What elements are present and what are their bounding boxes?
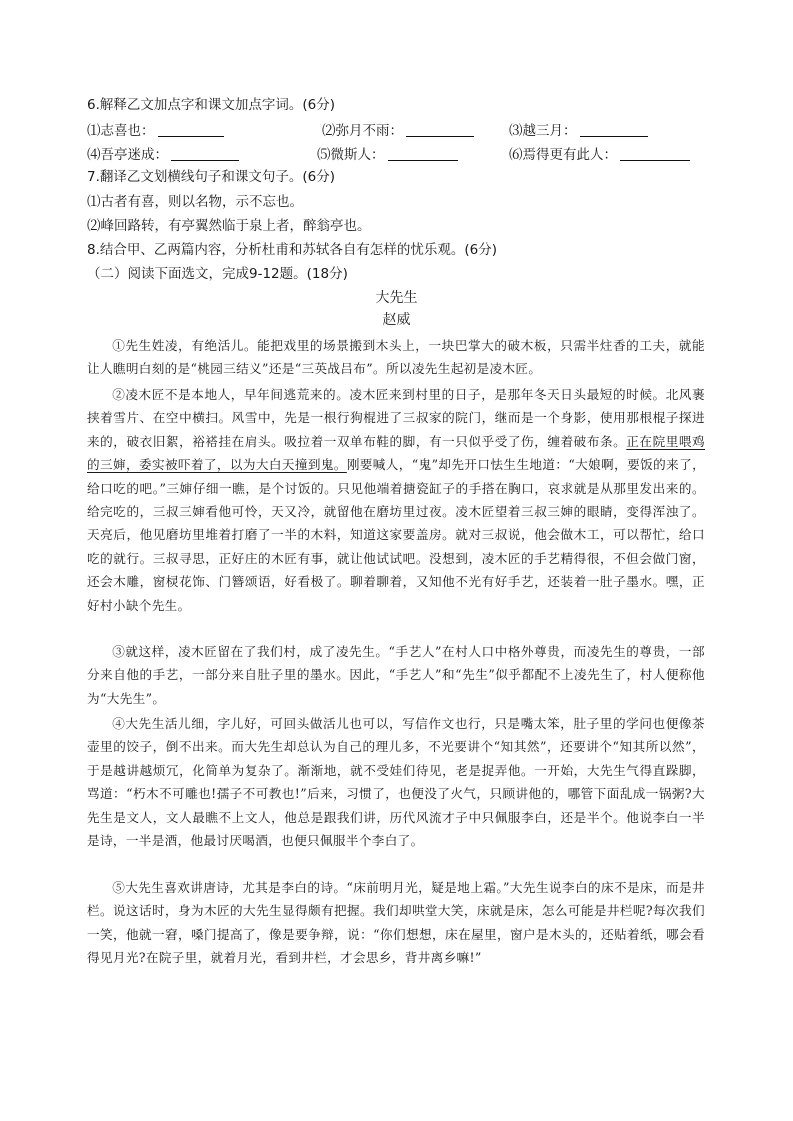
q6-item-5: ⑸微斯人： <box>317 145 458 165</box>
answer-blank[interactable] <box>620 146 690 161</box>
q6-item-2: ⑵弥月不雨： <box>322 121 474 141</box>
underlined-sentence: 正在院里喂鸡的三婶，委实被吓着了，以为大白天撞到鬼。 <box>87 433 705 473</box>
answer-blank[interactable] <box>406 122 474 137</box>
q6-item-1: ⑴志喜也： <box>87 121 224 141</box>
answer-blank[interactable] <box>158 122 224 137</box>
question-7-title: 7.翻译乙文划横线句子和课文句子。(6分) <box>87 169 336 185</box>
question-8-title: 8.结合甲、乙两篇内容，分析杜甫和苏轼各自有怎样的忧乐观。(6分) <box>87 242 498 258</box>
question-7-sentence-1: ⑴古者有喜，则以名物，示不忘也。 <box>87 194 303 210</box>
answer-blank[interactable] <box>580 122 648 137</box>
article-title: 大先生 <box>375 290 418 306</box>
article-paragraph-2 <box>87 383 705 617</box>
article-paragraph-1: ①先生姓凌，有绝活儿。能把戏里的场景搬到木头上，一块巴掌大的破木板，只需半炷香的工夫，就能让人瞧明白刻的是“桃园三结义”还是“三英战吕布”。所以凌先生起初是凌木匠。 <box>87 338 705 377</box>
answer-blank[interactable] <box>171 146 239 161</box>
paragraph-2-text-end: 刚要喊人，“鬼”却先开口怯生生地道：“大娘啊，要饭的来了，给口吃的吧。”三婶仔细一瞧，是个讨饭的。只见他端着搪瓷缸子的手搭在胸口，哀求就是从那里发出来的。给完吃的，三叔三婶看他可怜，天又冷，就留他在磨坊里过夜。凌木匠望着三叔三婶的眼睛，变得浑浊了。天亮后，他见磨坊里堆着打磨了一半的木料，知道这家要盖房。就对三叔说，他会做木工，可以帮忙，给口吃的就行。三叔寻思，正好庄的木匠有事，就让他试试吧。没想到，凌木匠的手艺精得很，不但会做门窗，还会木雕，窗棂花饰、门簪颂语，好看极了。聊着聊着，又知他不光有好手艺，还装着一肚子墨水。嘿，正好村小缺个先生。 <box>87 457 706 613</box>
q6-item-4: ⑷吾亭迷成： <box>87 145 239 165</box>
article-paragraph-5: ⑤大先生喜欢讲唐诗，尤其是李白的诗。“床前明月光，疑是地上霜。”大先生说李白的床不是床，而是井栏。说这话时，身为木匠的大先生显得颇有把握。我们却哄堂大笑，床就是床，怎么可能是井栏呢?每次我们一笑，他就一窘，嗓门提高了，像是要争辩，说：“你们想想，床在屋里，窗户是木头的，还贴着纸，哪会看得见月光?在院子里，就着月光，看到井栏，才会思乡，背井离乡嘛!” <box>87 880 705 966</box>
section-2-heading: （二）阅读下面选文，完成9-12题。(18分) <box>87 266 348 282</box>
q6-item-6: ⑹焉得更有此人： <box>509 145 690 165</box>
question-7-sentence-2: ⑵峰回路转，有亭翼然临于泉上者，醉翁亭也。 <box>87 218 371 234</box>
article-paragraph-3: ③就这样，凌木匠留在了我们村，成了凌先生。“手艺人”在村人口中格外尊贵，而凌先生的尊贵，一部分来自他的手艺，一部分来自肚子里的墨水。因此，“手艺人”和“先生”似乎都配不上凌先生了，村人便称他为“大先生”。 <box>87 644 705 706</box>
question-6-row-1 <box>87 121 707 141</box>
question-6-row-2 <box>87 145 707 165</box>
article-author: 赵威 <box>382 312 411 328</box>
q6-item-3: ⑶越三月： <box>509 121 648 141</box>
paragraph-2-text-start: ②凌木匠不是本地人，早年间逃荒来的。凌木匠来到村里的日子，是那年冬天日头最短的时候。北风裹挟着雪片、在空中横扫。风雪中，先是一根行狗棍进了三叔家的院门，继而是一个身影，使用那根棍子探进来的，破衣旧絮，裕褡挂在肩头。吸拉着一双单布鞋的脚，有一只似乎受了伤，缠着破布条。 <box>87 387 705 449</box>
question-6-title: 6.解释乙文加点字和课文加点字词。(6分) <box>87 97 336 113</box>
article-paragraph-4: ④大先生活儿细，字儿好，可回头做活儿也可以，写信作文也行，只是嘴太笨，肚子里的学问也便像茶壶里的饺子，倒不出来。而大先生却总认为自己的理儿多，不光要讲个“知其然”，还要讲个“知其所以然”，于是越讲越烦冗，化简单为复杂了。渐渐地，就不受娃们待见，老是捉弄他。一开始，大先生气得直跺脚，骂道：“朽木不可雕也!孺子不可教也!”后来，习惯了，也便没了火气，只顾讲他的，哪管下面乱成一锅粥?大先生是文人，文人最瞧不上文人，他总是跟我们讲，历代风流才子中只佩服李白，还是半个。他说李白一半是诗，一半是酒，他最讨厌喝酒，也便只佩服半个李白了。 <box>87 716 705 849</box>
answer-blank[interactable] <box>388 146 458 161</box>
